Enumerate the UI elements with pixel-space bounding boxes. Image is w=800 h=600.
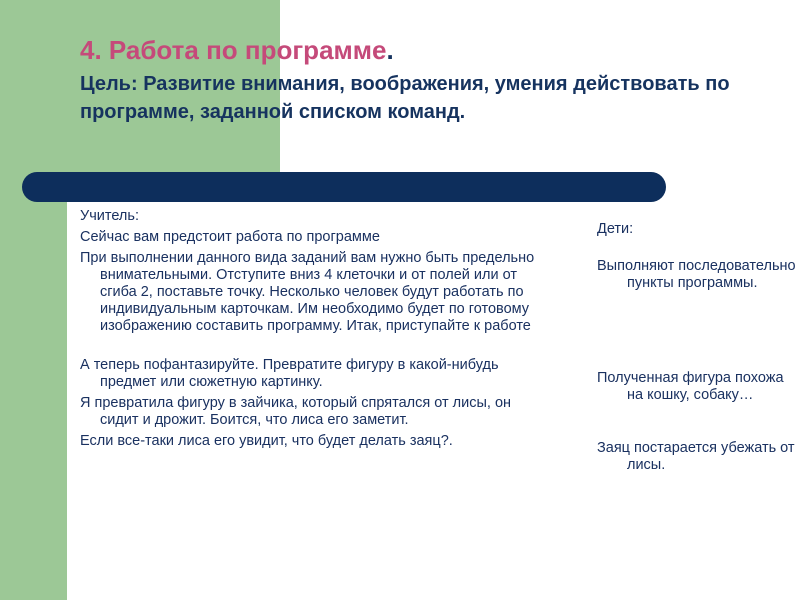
kids-paragraph: Выполняют последовательно пункты программы. <box>597 258 796 291</box>
teacher-paragraph: Я превратила фигуру в зайчика, который спрятался от лисы, он сидит и дрожит. Боится, что лиса его заметит. <box>80 395 512 428</box>
divider-bar <box>22 172 666 202</box>
slide-goal: Цель: Развитие внимания, воображения, умения действовать по программе, заданной списком команд. <box>80 73 730 123</box>
teacher-paragraph: Сейчас вам предстоит работа по программе <box>80 229 380 245</box>
slide-heading: 4. Работа по программе. <box>80 35 394 65</box>
teacher-label: Учитель: <box>80 208 139 224</box>
kids-paragraph: Заяц постарается убежать от лисы. <box>597 440 795 473</box>
teacher-paragraph: Если все-таки лиса его увидит, что будет делать заяц?. <box>80 433 453 449</box>
kids-paragraph: Полученная фигура похожа на кошку, собаку… <box>597 370 784 403</box>
teacher-paragraph: При выполнении данного вида заданий вам нужно быть предельно внимательными. Отступите вниз 4 клеточки и от полей или от сгиба 2, поставьте точку. Несколько человек будут работать по индивидуальным карточкам. Им необходимо будет по готовому изображению составить программу. Итак, приступайте к работе <box>80 250 535 334</box>
teacher-column <box>80 208 550 454</box>
green-left-strip <box>0 0 67 600</box>
kids-label: Дети: <box>597 221 634 237</box>
teacher-paragraph: А теперь пофантазируйте. Превратите фигуру в какой-нибудь предмет или сюжетную картинку. <box>80 357 499 390</box>
slide-title <box>80 34 780 126</box>
kids-column <box>597 221 797 474</box>
